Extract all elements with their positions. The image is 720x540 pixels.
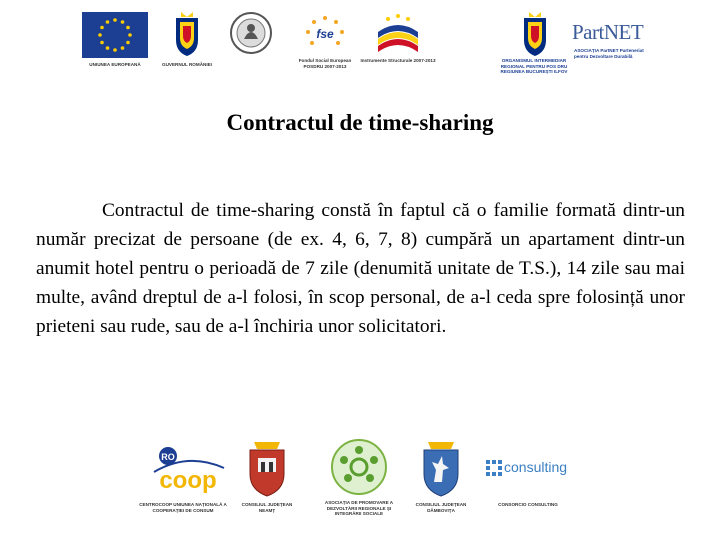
intermediate-organism-arms-icon: [518, 10, 552, 58]
eu-star-icon: [113, 18, 117, 22]
dambovita-coat-of-arms-icon: [420, 440, 462, 498]
eu-star-icon: [100, 41, 104, 45]
consulting-logo-icon: [486, 460, 502, 476]
partnet-tagline: ASOCIAȚIA PartNET Parteneriat pentru Dezvoltare Durabilă: [574, 48, 644, 59]
centrocoop-logo-icon: [148, 442, 228, 500]
romania-coat-of-arms-icon: [170, 10, 204, 58]
round-seal-icon: [230, 12, 272, 54]
eu-star-icon: [121, 20, 125, 24]
consulting-caption: CONSORCIO CONSULTING: [498, 502, 558, 507]
eu-star-icon: [113, 48, 117, 52]
is-caption: Instrumente Structurale 2007-2013: [360, 58, 436, 63]
fse-caption: Fondul Social European POSDRU 2007-2013: [298, 58, 352, 69]
partnet-logo: PartNET: [572, 20, 644, 44]
adr-association-logo-icon: [330, 438, 388, 496]
structural-instruments-icon: [372, 12, 424, 54]
footer-logo-strip: [0, 432, 720, 540]
eu-star-icon: [121, 46, 125, 50]
fse-logo-text: fse: [316, 27, 334, 41]
eu-star-icon: [128, 33, 132, 37]
centrocoop-caption: CENTROCOOP UNIUNEA NAȚIONALĂ A COOPERAȚIEI DE CONSUM: [139, 502, 227, 513]
header-logo-strip: [0, 0, 720, 80]
eu-star-icon: [126, 41, 130, 45]
eu-flag-icon: [82, 12, 148, 58]
eu-star-icon: [106, 46, 110, 50]
eu-star-icon: [106, 20, 110, 24]
gov-caption: GUVERNUL ROMÂNIEI: [162, 62, 212, 67]
neamt-coat-of-arms-icon: [246, 440, 288, 498]
page-title: Contractul de time-sharing: [226, 110, 494, 135]
fse-logo-icon: [300, 14, 350, 54]
consulting-logo: consulting: [504, 459, 568, 475]
body-paragraph: Contractul de time-sharing constă în faptul că o familie formată dintr-un număr precizat de persoane (de ex. 4, 6, 7, 8) cumpără un apartament dintr-un anumit hotel pentru o perioadă de 7 zile (denumită unitate de T.S.), 14 zile sau mai multe, având dreptul de a-l folosi, în scop personal, de a-l ceda spre folosință unor prieteni sau rude, sau de a-l închiria unor solicitatori.: [36, 200, 685, 337]
centrocoop-logo-text: coop: [159, 467, 217, 494]
neamt-caption: CONSILIUL JUDEȚEAN NEAMȚ: [241, 502, 293, 513]
eu-caption: UNIUNEA EUROPEANĂ: [89, 62, 141, 67]
eu-star-icon: [100, 26, 104, 30]
oi-caption: ORGANISMUL INTERMEDIAR REGIONAL PENTRU POS DRU REGIUNEA BUCUREȘTI ILFOV: [500, 58, 568, 74]
centrocoop-badge-text: RO: [161, 452, 175, 462]
dambovita-caption: CONSILIUL JUDEȚEAN DÂMBOVIȚA: [415, 502, 467, 513]
adr-caption: ASOCIAȚIA DE PROMOVARE A DEZVOLTĂRII REGIONALE ȘI INTEGRĂRII SOCIALE: [324, 500, 394, 516]
eu-star-icon: [98, 33, 102, 37]
eu-star-icon: [126, 26, 130, 30]
